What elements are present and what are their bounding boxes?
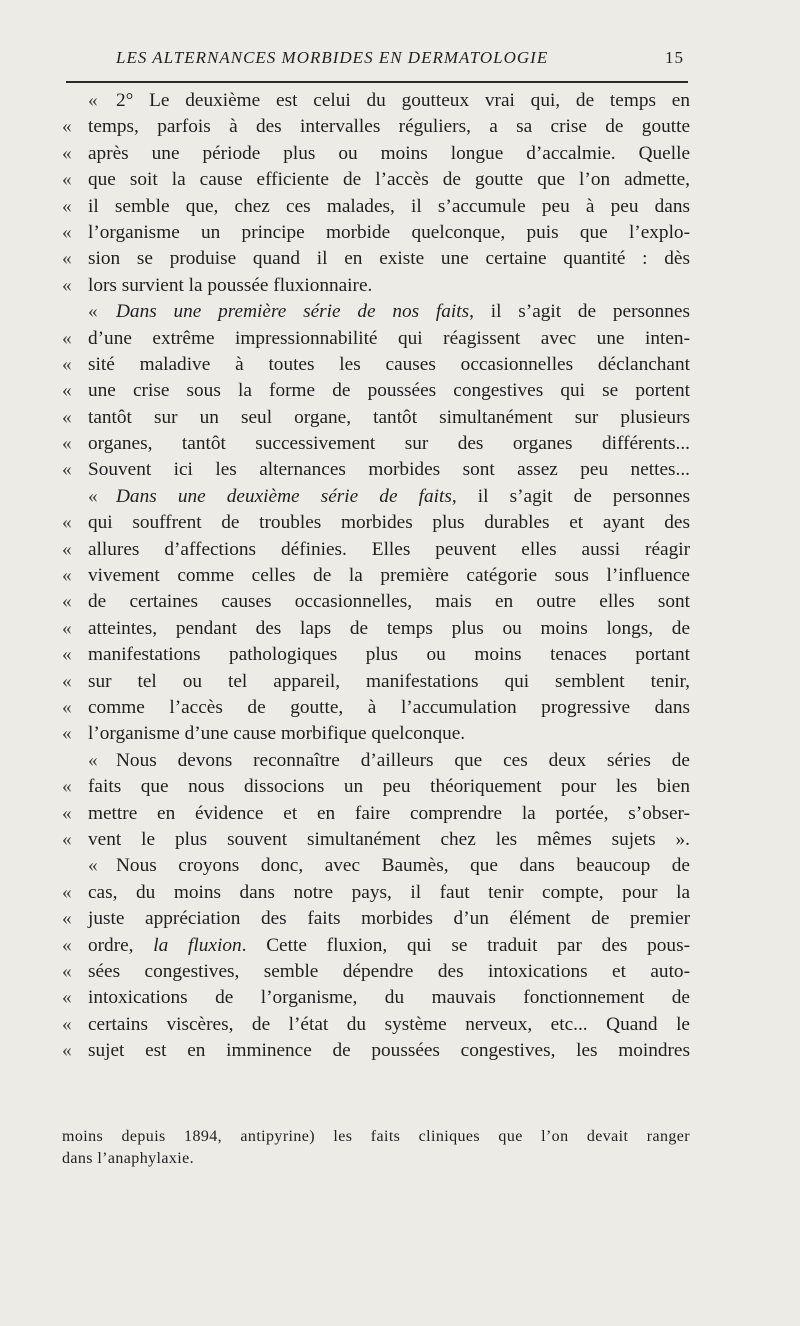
line-text-italic: la fluxion — [153, 934, 242, 956]
text-line — [62, 484, 690, 510]
line-text: juste appréciation des faits morbides d’un élément de premier — [88, 908, 690, 930]
line-text: manifestations pathologiques plus ou moins tenaces portant — [88, 644, 690, 666]
text-line — [62, 563, 690, 589]
line-text: qui souffrent de troubles morbides plus durables et ayant des — [88, 512, 690, 534]
quote-mark: « — [62, 221, 72, 243]
line-text: l’organisme un principe morbide quelconque, puis que l’explo- — [88, 221, 690, 243]
text-line — [62, 695, 690, 721]
quote-mark: « — [62, 195, 72, 217]
line-text-part: , il s’agit de personnes — [451, 485, 690, 507]
line-text: sur tel ou tel appareil, manifestations qui semblent tenir, — [88, 670, 690, 692]
line-text: lors survient la poussée fluxionnaire. — [88, 274, 373, 296]
text-line — [62, 194, 690, 220]
line-text: allures d’affections définies. Elles peuvent elles aussi réagir — [88, 538, 690, 560]
footnote-line: dans l’anaphylaxie. — [62, 1150, 194, 1167]
text-line — [62, 246, 690, 272]
text-line — [62, 273, 690, 299]
quote-mark: « — [62, 670, 72, 692]
header-rule — [66, 81, 688, 83]
text-line — [62, 669, 690, 695]
text-line — [62, 88, 690, 114]
text-line — [62, 141, 690, 167]
text-line — [62, 721, 690, 747]
quote-mark: « — [62, 116, 72, 138]
line-text: faits que nous dissocions un peu théoriquement pour les bien — [88, 776, 690, 798]
text-line — [62, 299, 690, 325]
quote-mark: « — [62, 353, 72, 375]
line-text-italic: Dans une deuxième série de faits — [116, 485, 452, 507]
text-line — [62, 827, 690, 853]
quote-mark: « — [62, 591, 72, 613]
text-line — [62, 959, 690, 985]
quote-mark: « — [62, 1013, 72, 1035]
body-text — [62, 88, 690, 1064]
line-text: une crise sous la forme de poussées congestives qui se portent — [88, 380, 690, 402]
line-text: organes, tantôt successivement sur des organes différents... — [88, 433, 690, 455]
text-line — [62, 405, 690, 431]
text-line — [62, 853, 690, 879]
text-line — [62, 114, 690, 140]
quote-mark: « — [62, 696, 72, 718]
text-line — [62, 1038, 690, 1064]
line-text: que soit la cause efficiente de l’accès de goutte que l’on admette, — [88, 169, 690, 191]
text-line — [62, 1012, 690, 1038]
text-line — [62, 801, 690, 827]
quote-mark: « — [62, 908, 72, 930]
line-text: 2° Le deuxième est celui du goutteux vrai qui, de temps en — [116, 90, 690, 111]
text-line — [62, 589, 690, 615]
line-text: sées congestives, semble dépendre des intoxications et auto- — [88, 960, 690, 982]
line-text-italic: Dans une première série de nos faits — [116, 301, 470, 323]
line-text: sion se produise quand il en existe une certaine quantité : dès — [88, 248, 690, 270]
line-text — [88, 933, 690, 959]
quote-mark: « — [62, 433, 72, 455]
quote-mark: « — [62, 802, 72, 824]
quote-mark: « — [62, 274, 72, 296]
quote-mark: « — [62, 987, 72, 1009]
line-text: d’une extrême impressionnabilité qui réagissent avec une inten- — [88, 327, 690, 349]
line-text: vent le plus souvent simultanément chez les mêmes sujets ». — [88, 828, 690, 850]
line-text: certains viscères, de l’état du système nerveux, etc... Quand le — [88, 1013, 690, 1035]
line-text — [116, 484, 690, 510]
quote-mark: « — [62, 723, 72, 745]
quote-mark: « — [62, 934, 72, 956]
text-line — [62, 906, 690, 932]
quote-mark: « — [62, 459, 72, 481]
text-line — [62, 933, 690, 959]
line-text: tantôt sur un seul organe, tantôt simultanément sur plusieurs — [88, 406, 690, 428]
page-number: 15 — [665, 48, 684, 67]
text-line — [62, 167, 690, 193]
line-text: de certaines causes occasionnelles, mais en outre elles sont — [88, 591, 690, 613]
text-line — [62, 431, 690, 457]
running-header — [62, 48, 686, 74]
line-text: comme l’accès de goutte, à l’accumulation progressive dans — [88, 696, 690, 718]
quote-mark: « — [62, 538, 72, 560]
line-text: sité maladive à toutes les causes occasionnelles déclanchant — [88, 353, 690, 375]
quote-mark: « — [62, 169, 72, 191]
line-text: intoxications de l’organisme, du mauvais fonctionnement de — [88, 987, 690, 1009]
footnote — [62, 1126, 690, 1170]
line-text: après une période plus ou moins longue d’accalmie. Quelle — [88, 142, 690, 164]
text-line — [62, 352, 690, 378]
quote-mark: « — [62, 644, 72, 666]
line-text: il semble que, chez ces malades, il s’accumule peu à peu dans — [88, 195, 690, 217]
line-text: l’organisme d’une cause morbifique quelconque. — [88, 723, 466, 745]
quote-mark: « — [88, 485, 98, 507]
text-line — [62, 880, 690, 906]
line-text — [116, 299, 690, 325]
quote-mark: « — [62, 960, 72, 982]
quote-mark: « — [62, 327, 72, 349]
text-line — [62, 326, 690, 352]
quote-mark: « — [88, 301, 98, 323]
quote-mark: « — [88, 749, 98, 771]
line-text: Nous croyons donc, avec Baumès, que dans beaucoup de — [116, 855, 690, 877]
quote-mark: « — [62, 512, 72, 534]
line-text-part: . Cette fluxion, qui se traduit par des pous- — [241, 934, 690, 956]
quote-mark: « — [62, 380, 72, 402]
quote-mark: « — [62, 617, 72, 639]
quote-mark: « — [62, 248, 72, 270]
text-line — [62, 220, 690, 246]
line-text-part: , il s’agit de personnes — [469, 301, 690, 323]
quote-mark: « — [62, 406, 72, 428]
quote-mark: « — [62, 776, 72, 798]
text-line — [62, 510, 690, 536]
text-line — [62, 774, 690, 800]
line-text-part: ordre, — [88, 934, 154, 956]
line-text: atteintes, pendant des laps de temps plus ou moins longs, de — [88, 617, 690, 639]
quote-mark: « — [62, 1040, 72, 1062]
running-title: LES ALTERNANCES MORBIDES EN DERMATOLOGIE — [116, 48, 549, 67]
quote-mark: « — [62, 142, 72, 164]
line-text: cas, du moins dans notre pays, il faut tenir compte, pour la — [88, 881, 690, 903]
text-line — [62, 537, 690, 563]
line-text: temps, parfois à des intervalles réguliers, a sa crise de goutte — [88, 116, 690, 138]
line-text: Nous devons reconnaître d’ailleurs que ces deux séries de — [116, 749, 690, 771]
text-line — [62, 378, 690, 404]
text-line — [62, 457, 690, 483]
quote-mark: « — [62, 565, 72, 587]
line-text: mettre en évidence et en faire comprendre la portée, s’obser- — [88, 802, 690, 824]
line-text: sujet est en imminence de poussées congestives, les moindres — [88, 1040, 690, 1062]
text-line — [62, 985, 690, 1011]
quote-mark: « — [88, 90, 98, 111]
footnote-line: moins depuis 1894, antipyrine) les faits cliniques que l’on devait ranger — [62, 1128, 690, 1145]
quote-mark: « — [88, 855, 98, 877]
quote-mark: « — [62, 881, 72, 903]
text-line — [62, 642, 690, 668]
line-text: vivement comme celles de la première catégorie sous l’influence — [88, 565, 690, 587]
text-line — [62, 616, 690, 642]
quote-mark: « — [62, 828, 72, 850]
line-text: Souvent ici les alternances morbides sont assez peu nettes... — [88, 459, 690, 481]
text-line — [62, 748, 690, 774]
